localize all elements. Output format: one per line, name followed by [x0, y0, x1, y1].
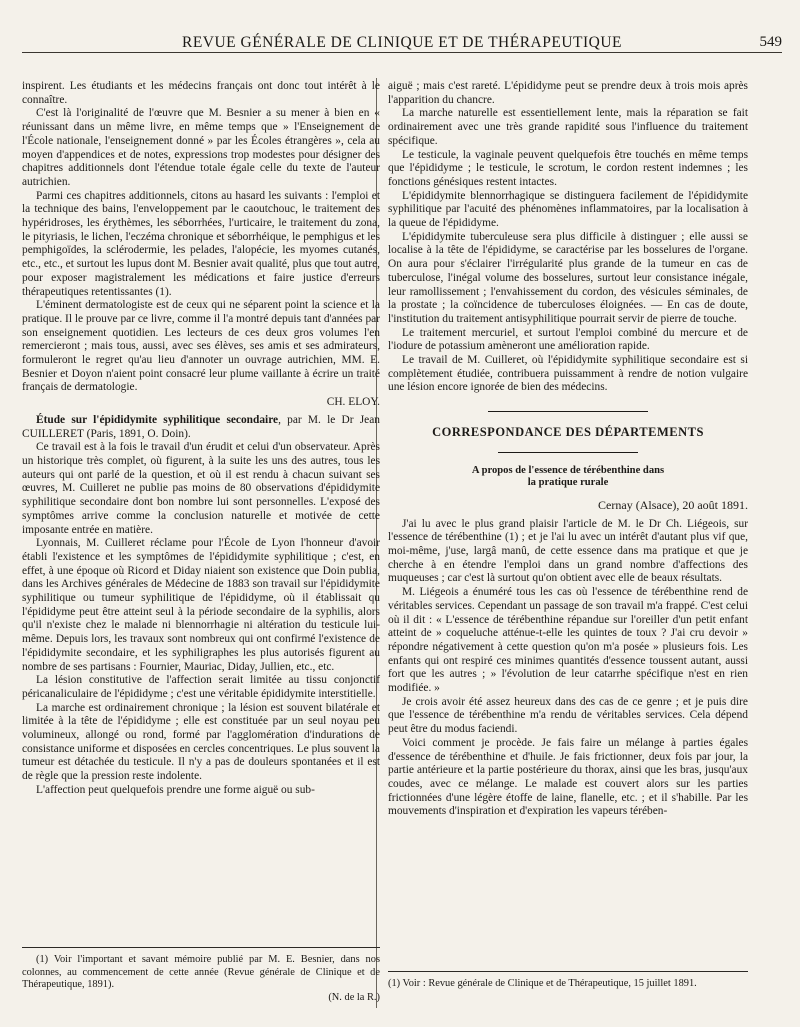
paragraph: La marche naturelle est essentiellement lente, mais la réparation se fait ordinairement avec une très grande rapidité sous l'influence du traitement spécifique. [388, 107, 748, 147]
footnote-rule [388, 971, 748, 972]
paragraph: aiguë ; mais c'est rareté. L'épididyme peut se prendre deux à trois mois après l'apparition du chancre. [388, 80, 748, 106]
paragraph: inspirent. Les étudiants et les médecins français ont donc tout intérêt à le connaître. [22, 80, 380, 106]
article-title-line-2: la pratique rurale [527, 477, 609, 489]
paragraph: Je crois avoir été assez heureux dans des cas de ce genre ; et je puis dire que l'essence de térébenthine m'a rendu de véritables services. Cela dépend peut être du modus faciendi. [388, 695, 748, 736]
footnote-sign: (N. de la R.) [328, 991, 380, 1003]
article-title-line-1: A propos de l'essence de térébenthine dans [471, 464, 665, 476]
footnote-rule [22, 947, 380, 948]
review-title: Étude sur l'épididymite syphilitique secondaire [36, 413, 279, 426]
left-footnote [22, 947, 380, 1004]
review-heading [22, 414, 380, 441]
footnote-text: (1) Voir : Revue générale de Clinique et de Thérapeutique, 15 juillet 1891. [388, 978, 697, 989]
section-rule [488, 411, 648, 412]
paragraph: Le travail de M. Cuilleret, où l'épididymite syphilitique secondaire est si complètement étudiée, contribuera puissamment à rendre de notion vulgaire une lésion encore ignorée de bien des médecins. [388, 354, 748, 394]
page-number: 549 [759, 34, 782, 50]
paragraph: Lyonnais, M. Cuilleret réclame pour l'École de Lyon l'honneur d'avoir établi l'existence et les symptômes de l'épididymite syphilitique ; c'est, en effet, à une époque où Ricord et Diday niaient son existence que Doin publia, dans les Archives générales de Médecine de 1883 son travail sur l'épididymite syphilitique ou tumeur syphilitique de l'épididyme, où il établissait qu l'épididyme peut être atteint seul à la période secondaire de la syphilis, alors qu'il n'existe chez le malade ni blennorrhagie ni altération du testicule lui-même. Depuis lors, les travaux sont nombreux qui ont confirmé l'existence de l'épididymite secondaire, et les syphiligraphes les plus autorisés figurent au nombre de ses partisans : Fournier, Mauriac, Diday, Jullien, etc., etc. [22, 537, 380, 673]
dateline: Cernay (Alsace), 20 août 1891. [598, 497, 748, 512]
paragraph: Parmi ces chapitres additionnels, citons au hasard les suivants : l'emploi et la technique des bains, l'enveloppement par le caoutchouc, le traitement des hypéridroses, les érythèmes, les séborrhées, l'urticaire, le traitement du zona, le pityriasis, le lichen, l'eczéma chronique et séborrhéique, le pemphigus et les pemphigoïdes, la sclérodermie, les pelades, l'alopécie, les myomes cutanés, etc., etc., et surtout les lupus dont M. Besnier avait qualité, plus que tout autre, pour exposer magistralement les médications et faire justice d'erreurs thérapeutiques retentissantes (1). [22, 189, 380, 298]
paragraph: Le traitement mercuriel, et surtout l'emploi combiné du mercure et de l'iodure de potassium amèneront une amélioration rapide. [388, 326, 748, 353]
section-title: CORRESPONDANCE DES DÉPARTEMENTS [432, 425, 704, 440]
review-byline: , par M. le Dr Jean CUILLERET (Paris, 1891, O. Doin). [22, 413, 380, 440]
paragraph: Ce travail est à la fois le travail d'un érudit et celui d'un observateur. Après un historique très complet, où figurent, à la suite les uns des autres, tous les auteurs qui ont parlé de la question, et où il est rendu à chacun suivant ses œuvres, M. Cuilleret ne publie pas moins de 80 observations d'épididymite syphilitique secondaire dont bon nombre lui sont personnelles. L'exposé des symptômes arrive comme la conclusion naturelle et motivée de cette imposante entrée en matière. [22, 441, 380, 536]
right-column [388, 80, 748, 819]
left-column [22, 80, 380, 798]
paragraph: L'éminent dermatologiste est de ceux qui ne séparent point la science et la pratique. Il le prouve par ce livre, comme il l'a montré depuis tant d'années par son enseignement quotidien. Les lecteurs de ces deux gros volumes l'en remercieront ; mais tous, aussi, avec ses élèves, ses amis et ses admirateurs, formuleront le regret qu'au lieu d'annoter un ouvrage autrichien, MM. E. Besnier et Doyon n'aient point consacré leur plume vaillante à écrire un traité français de dermatologie. [22, 299, 380, 394]
paragraph: J'ai lu avec le plus grand plaisir l'article de M. le Dr Ch. Liégeois, sur l'essence de térébenthine (1) ; et je l'ai lu avec un intérêt d'autant plus vif que, moi-même, j'use, largâ manû, de cette essence dans ma pratique et que je cherche à en étendre l'emploi dans un grand nombre d'affections des muqueuses ; car c'est là surtout qu'on obtient avec elle de beaux résultats. [388, 517, 748, 585]
page-header [22, 22, 782, 53]
paragraph: Le testicule, la vaginale peuvent quelquefois être touchés en même temps que l'épididyme ; le testicule, le scrotum, le cordon restent indemnes ; les fonctions génésiques restent intactes. [388, 148, 748, 188]
paragraph: M. Liégeois a énuméré tous les cas où l'essence de térébenthine rend de véritables services. Cependant un passage de son travail m'a frappé. C'est celui où il dit : « L'essence de térébenthine répandue sur l'oreiller d'un petit enfant atteint de » coqueluche atténue-t-elle les quintes de toux ? J'ai cru devoir » répondre négativement à cette question qu'on m'a posée » plusieurs fois. Les enfants qui ont respiré ces minimes quantités d'essence toussent autant, aussi fort que les autres ; » l'évolution de leur catarrhe spécifique n'est en rien modifiée. » [388, 586, 748, 695]
running-title: REVUE GÉNÉRALE DE CLINIQUE ET DE THÉRAPEUTIQUE [181, 34, 622, 51]
paragraph: La lésion constitutive de l'affection serait limitée au tissu conjonctif péricanaliculaire de l'épididyme ; c'est une véritable épididymite interstitielle. [22, 674, 380, 700]
paragraph: C'est là l'originalité de l'œuvre que M. Besnier a su mener à bien en « réunissant dans un même livre, en même temps que » l'Enseignement de l'École nationale, l'enseignement donné » par les Écoles étrangères », cela au moyen d'appendices et de notes, expressions trop modestes pour désigner des chapitres additionnels dont l'étendue totale égale celle du texte de l'auteur autrichien. [22, 107, 380, 188]
right-footnote [388, 971, 748, 991]
footnote-text: (1) Voir l'important et savant mémoire publié par M. E. Besnier, dans nos colonnes, au commencement de cette année (Revue générale de Clinique et de Thérapeutique, 1891). [22, 954, 380, 991]
paragraph: L'épididymite blennorrhagique se distinguera facilement de l'épididymite syphilitique par l'acuité des phénomènes inflammatoires, par la localisation à la queue de l'épididyme. [388, 189, 748, 230]
section-rule [498, 452, 638, 453]
signature: CH. ELOY. [326, 396, 380, 409]
paragraph: L'épididymite tuberculeuse sera plus difficile à distinguer ; elle aussi se localise à la tête de l'épididyme, se caractérise par les bosselures de l'organe. On aura pour s'éclairer l'irrégularité plus grande de la tumeur en cas de tuberculose, l'inégal volume des bosselures, surtout leur consistance inégale, leur ramollissement ; l'envahissement du cordon, des vésicules séminales, de la prostate ; la coïncidence de tuberculoses éloignées. — En cas de doute, l'institution du traitement antisyphilitique pourrait servir de pierre de touche. [388, 230, 748, 325]
paragraph: L'affection peut quelquefois prendre une forme aiguë ou sub- [36, 783, 315, 796]
paragraph: La marche est ordinairement chronique ; la lésion est souvent bilatérale et limitée à la tête de l'épididyme ; elle est constituée par un seul noyau peu volumineux, allongé ou rond, formé par l'agglomération d'indurations de consistance uniforme et disposées en cercles concentriques. Le plus souvent la tumeur est détachée du testicule. Il n'y a pas de douleurs spontanées et il est de règle que la pression reste indolente. [22, 701, 380, 783]
paragraph: Voici comment je procède. Je fais faire un mélange à parties égales d'essence de térébenthine et d'huile. Je fais frictionner, deux fois par jour, la partie antérieure et la partie postérieure du thorax, ainsi que les bras, jusqu'aux coudes, avec ce mélange. Le malade est couvert alors sur les parties frictionnées d'une légère étoffe de laine, flanelle, etc. ; et il s'habille. Par les mouvements d'inspiration et d'expiration les vapeurs térében- [388, 736, 748, 818]
